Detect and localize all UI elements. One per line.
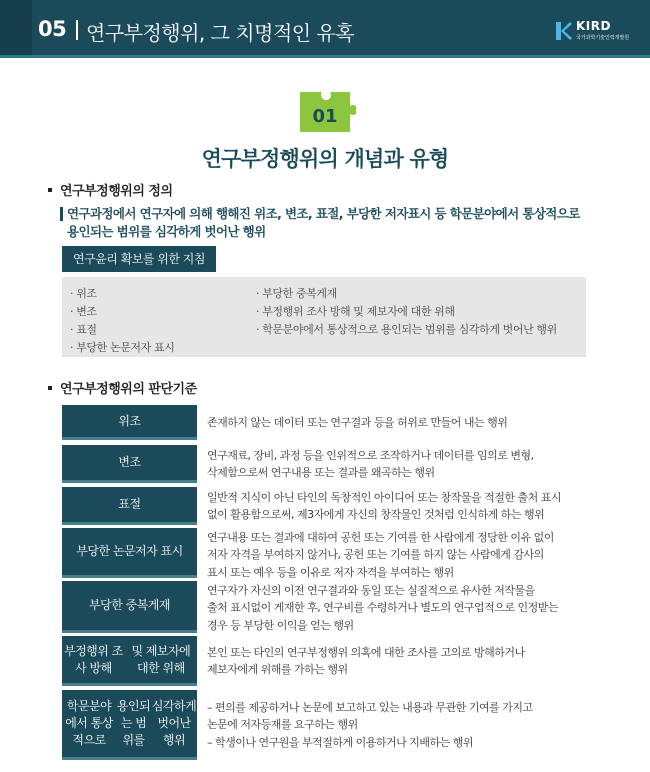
kird-logo-icon bbox=[556, 20, 572, 42]
section-badge bbox=[300, 92, 356, 138]
row-label: 위조 bbox=[62, 405, 197, 440]
row-label: 부정행위 조사 방해 및 제보자에 대한 위해 bbox=[62, 636, 197, 686]
header-accent bbox=[0, 0, 32, 58]
quote-bar bbox=[60, 207, 63, 221]
list-item: · 변조 bbox=[70, 305, 97, 318]
row-description: 연구자가 자신의 이전 연구결과와 동일 또는 실질적으로 유사한 저작물을 출처 표시없이 게재한 후, 연구비를 수령하거나 별도의 연구업적으로 인정받는 경우 등 부당한 이익을 얻는 행위 bbox=[207, 583, 558, 632]
guidelines-right-list bbox=[256, 285, 557, 339]
square-bullet-icon bbox=[48, 386, 52, 390]
list-item: · 부당한 중복게재 bbox=[256, 287, 337, 300]
header-divider bbox=[76, 20, 78, 40]
chapter-number: 05 bbox=[38, 17, 67, 41]
chapter-title: 연구부정행위, 그 치명적인 유혹 bbox=[86, 21, 355, 45]
definition-heading: 연구부정행위의 정의 bbox=[48, 180, 173, 199]
row-label: 학문분야에서 통상적으로 용인되는 범위를 심각하게 벗어난 행위 bbox=[62, 690, 197, 760]
row-label: 부당한 중복게재 bbox=[62, 581, 197, 633]
row-label: 표절 bbox=[62, 487, 197, 525]
row-description: 존재하지 않는 데이터 또는 연구결과 등을 허위로 만들어 내는 행위 bbox=[207, 415, 508, 429]
row-description: – 편의를 제공하거나 논문에 보고하고 있는 내용과 무관한 기여를 가지고 논문에 저자등재를 요구하는 행위 – 학생이나 연구원을 부적절하게 이용하거나 지배하는 행위 bbox=[207, 700, 533, 749]
guidelines-panel bbox=[62, 277, 586, 357]
row-label: 변조 bbox=[62, 445, 197, 483]
logo-subtitle: 국가과학기술인력개발원 bbox=[576, 35, 630, 41]
definition-text: 연구과정에서 연구자에 의해 행해진 위조, 변조, 표절, 부당한 저자표시 등 학문분야에서 통상적으로 용인되는 범위를 심각하게 벗어난 행위 bbox=[60, 205, 600, 241]
badge-number: 01 bbox=[312, 106, 338, 127]
list-item: · 위조 bbox=[70, 287, 97, 300]
kird-logo bbox=[556, 20, 636, 46]
list-item: · 표절 bbox=[70, 323, 97, 336]
list-item: · 부당한 논문저자 표시 bbox=[70, 341, 175, 354]
row-description: 연구내용 또는 결과에 대하여 공헌 또는 기여를 한 사람에게 정당한 이유 없이 저자 자격을 부여하지 않거나, 공헌 또는 기여를 하지 않는 사람에게 감사의 표시 또는 예우 등을 이유로 저자 자격을 부여하는 행위 bbox=[207, 530, 554, 579]
row-description: 본인 또는 타인의 연구부정행위 의혹에 대한 조사를 고의로 방해하거나 제보자에게 위해를 가하는 행위 bbox=[207, 645, 525, 676]
list-item: · 학문분야에서 통상적으로 용인되는 범위를 심각하게 벗어난 행위 bbox=[256, 323, 557, 336]
header-stripe bbox=[0, 55, 650, 58]
page-title: 연구부정행위의 개념과 유형 bbox=[201, 147, 449, 171]
row-description: 일반적 지식이 아닌 타인의 독창적인 아이디어 또는 창작물을 적절한 출처 표시 없이 활용함으로써, 제3자에게 자신의 창작물인 것처럼 인식하게 하는 행위 bbox=[207, 490, 561, 521]
row-label: 부당한 논문저자 표시 bbox=[62, 528, 197, 578]
logo-wordmark: KIRD bbox=[576, 19, 611, 33]
row-description: 연구재료, 장비, 과정 등을 인위적으로 조작하거나 데이터를 임의로 변형, 삭제함으로써 연구내용 또는 결과를 왜곡하는 행위 bbox=[207, 448, 534, 479]
criteria-heading: 연구부정행위의 판단기준 bbox=[48, 378, 197, 397]
guidelines-tab: 연구윤리 확보를 위한 지침 bbox=[62, 246, 216, 272]
list-item: · 부정행위 조사 방해 및 제보자에 대한 위해 bbox=[256, 305, 455, 318]
guidelines-left-list bbox=[70, 285, 174, 357]
square-bullet-icon bbox=[48, 188, 52, 192]
page-header bbox=[0, 0, 650, 58]
